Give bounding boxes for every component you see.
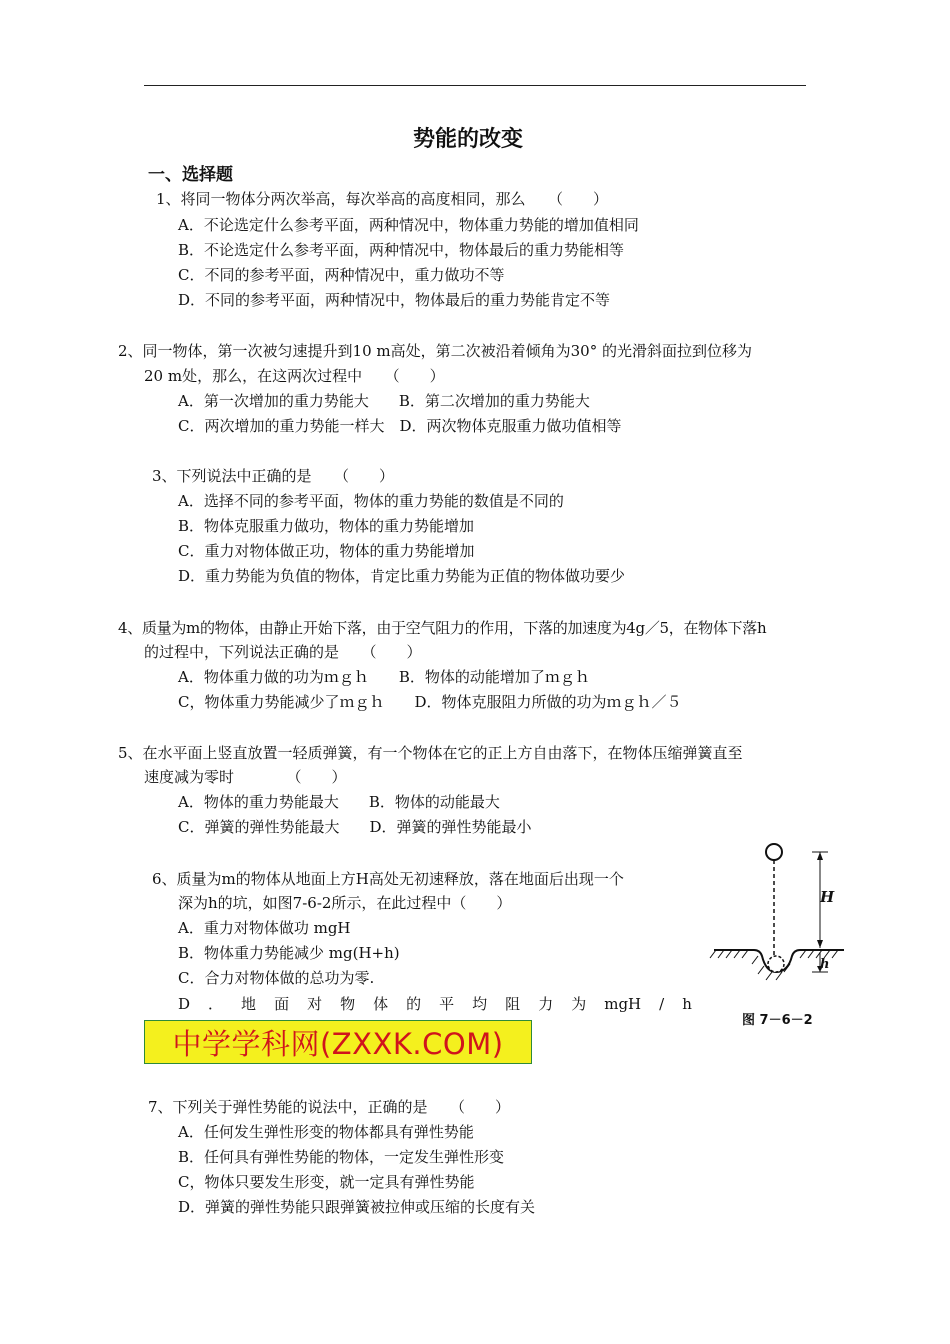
option-d-part: 均: [472, 995, 488, 1013]
option-c: C．重力对物体做正功，物体的重力势能增加: [178, 542, 475, 560]
option-cd: C，物体重力势能减少了ｍｇｈ D．物体克服阻力所做的功为ｍｇｈ／５: [178, 693, 682, 711]
option-d-part: 地: [241, 995, 257, 1013]
option-d-part: 为: [571, 995, 587, 1013]
option-ab: A．物体的重力势能最大 B．物体的动能最大: [178, 793, 500, 811]
figure-7-6-2: [708, 832, 858, 1032]
option-ab: A．物体重力做的功为ｍｇｈ B．物体的动能增加了ｍｇｈ: [178, 668, 590, 686]
option-d: [178, 993, 692, 1015]
label-h: h: [820, 957, 830, 972]
option-c: C．不同的参考平面，两种情况中，重力做功不等: [178, 266, 505, 284]
page-title: 势能的改变: [413, 127, 524, 152]
option-a: A．选择不同的参考平面，物体的重力势能的数值是不同的: [178, 492, 564, 510]
option-cd: C．两次增加的重力势能一样大 D．两次物体克服重力做功值相等: [178, 417, 622, 435]
ball-in-pit-icon: [768, 956, 784, 972]
option-a: A．重力对物体做功 mgH: [178, 919, 351, 937]
question-stem: 7、下列关于弹性势能的说法中，正确的是 （ ）: [148, 1098, 511, 1116]
option-d: D．弹簧的弹性势能只跟弹簧被拉伸或压缩的长度有关: [178, 1198, 536, 1216]
option-d-part: 物: [340, 995, 356, 1013]
question-stem: 5、在水平面上竖直放置一轻质弹簧，有一个物体在它的正上方自由落下，在物体压缩弹簧直至: [118, 744, 743, 762]
question-stem: 6、质量为m的物体从地面上方H高处无初速释放，落在地面后出现一个: [152, 870, 624, 888]
option-b: B．物体重力势能减少 mg(H+h): [178, 944, 400, 962]
option-b: B．物体克服重力做功，物体的重力势能增加: [178, 517, 475, 535]
option-d: D．重力势能为负值的物体，肯定比重力势能为正值的物体做功要少: [178, 567, 626, 585]
question-stem-cont: 20 m处，那么，在这两次过程中 （ ）: [144, 367, 445, 385]
option-b: B．任何具有弹性势能的物体，一定发生弹性形变: [178, 1148, 505, 1166]
option-d-part: h: [682, 995, 692, 1013]
option-cd: C．弹簧的弹性势能最大 D．弹簧的弹性势能最小: [178, 818, 532, 836]
ball-icon: [766, 844, 782, 860]
question-stem: 3、下列说法中正确的是 （ ）: [152, 467, 395, 485]
option-d-part: 的: [406, 995, 422, 1013]
option-a: A．任何发生弹性形变的物体都具有弹性势能: [178, 1123, 474, 1141]
option-ab: A．第一次增加的重力势能大 B．第二次增加的重力势能大: [178, 392, 590, 410]
option-a: A．不论选定什么参考平面，两种情况中，物体重力势能的增加值相同: [178, 216, 639, 234]
question-stem-cont: 的过程中，下列说法正确的是 （ ）: [144, 643, 422, 661]
option-d-part: 面: [274, 995, 290, 1013]
section-heading: 一、选择题: [148, 165, 233, 185]
option-c: C，物体只要发生形变，就一定具有弹性势能: [178, 1173, 475, 1191]
question-stem: 2、同一物体，第一次被匀速提升到10 m高处，第二次被沿着倾角为30° 的光滑斜面拉到位移为: [118, 342, 752, 360]
option-d-part: D: [178, 995, 191, 1013]
watermark-logo: 中学学科网(ZXXK.COM): [144, 1020, 532, 1064]
option-d-part: 力: [538, 995, 554, 1013]
option-c: C．合力对物体做的总功为零.: [178, 969, 375, 987]
header-rule: [144, 85, 806, 86]
option-d-part: 平: [439, 995, 455, 1013]
option-d-part: 对: [307, 995, 323, 1013]
option-d-part: ．: [208, 995, 224, 1013]
question-stem: 4、质量为m的物体，由静止开始下落，由于空气阻力的作用，下落的加速度为4g／5，在物体下落h: [118, 619, 767, 637]
question-stem: 1、将同一物体分两次举高，每次举高的高度相同，那么 （ ）: [156, 190, 609, 208]
option-b: B．不论选定什么参考平面，两种情况中，物体最后的重力势能相等: [178, 241, 625, 259]
label-H: H: [820, 888, 835, 906]
figure-caption: 图 7－6－2: [742, 1013, 813, 1028]
option-d: D．不同的参考平面，两种情况中，物体最后的重力势能肯定不等: [178, 291, 611, 309]
option-d-part: 阻: [505, 995, 521, 1013]
option-d-part: mgH: [604, 995, 642, 1013]
question-stem-cont: 速度减为零时 （ ）: [144, 768, 347, 786]
question-stem-cont: 深为h的坑，如图7-6-2所示，在此过程中（ ）: [178, 894, 512, 912]
option-d-part: 体: [373, 995, 389, 1013]
option-d-part: /: [659, 995, 665, 1013]
